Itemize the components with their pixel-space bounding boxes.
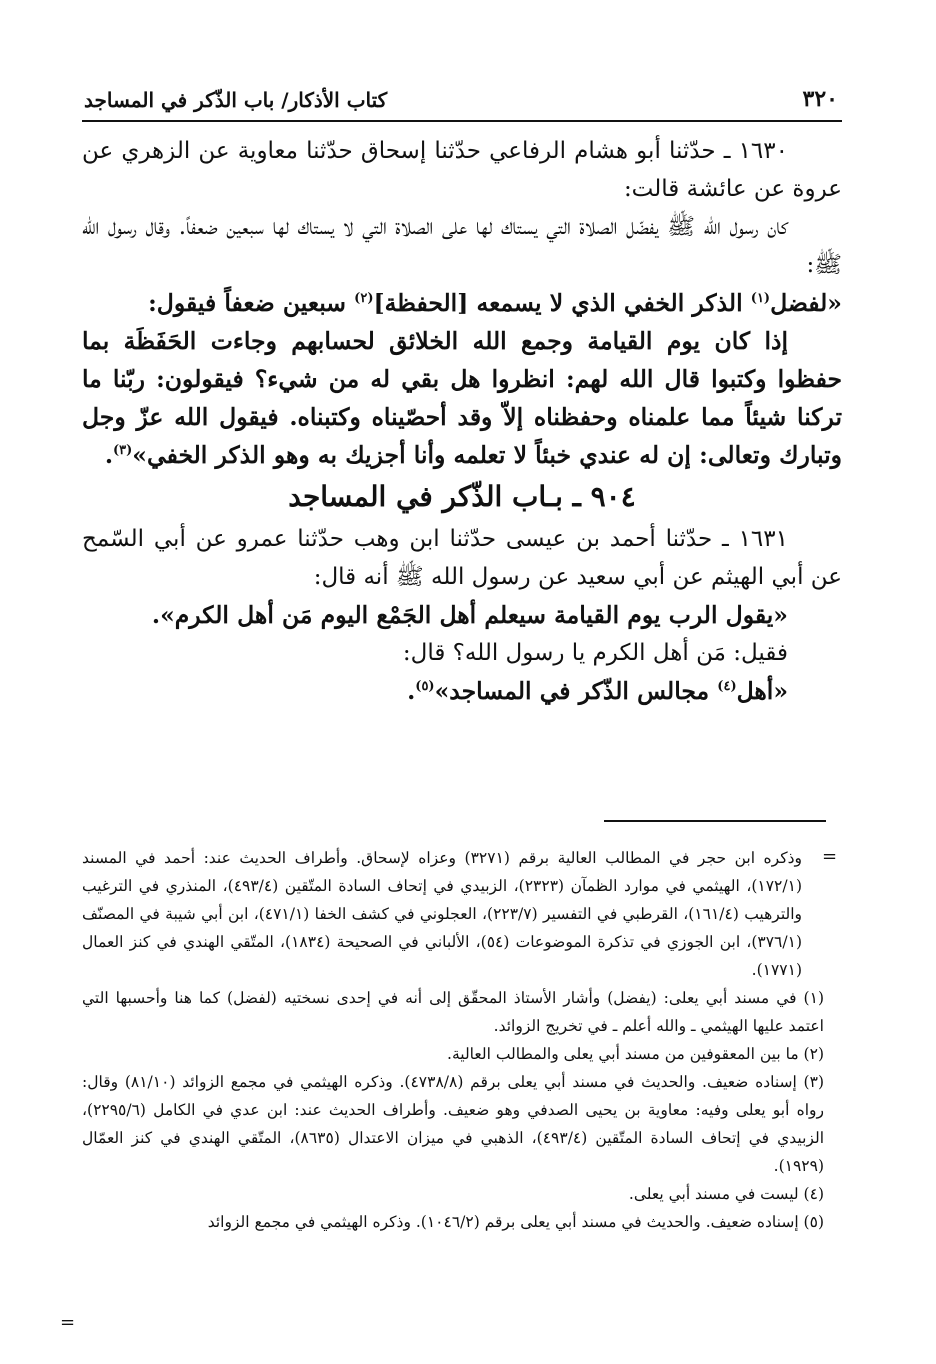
quote-part: . (104, 441, 113, 469)
hadith-1631-isnad: ١٦٣١ ـ حدّثنا أحمد بن عيسى حدّثنا ابن وهب حدّثنا عمرو عن أبي السّمح عن أبي الهيثم عن أبي سعيد عن رسول الله ﷺ أنه قال: (82, 526, 842, 590)
footnote-5: (٥) إسناده ضعيف. والحديث في مسند أبي يعلى برقم (١٠٤٦/٢). وذكره الهيثمي في مجمع الزوائد (207, 1213, 824, 1231)
page-header (82, 84, 842, 122)
quote-part: . (407, 677, 416, 705)
page-number: ٣٢٠ (802, 86, 838, 112)
quote-part: الذكر الخفي الذي لا يسمعه [الحفظة] (373, 289, 751, 317)
main-text (82, 132, 842, 710)
footnote-ref[interactable]: (٥) (415, 679, 435, 695)
footnote-1: (١) في مسند أبي يعلى: (يفضل) وأشار الأستاذ المحقّق إلى أنه في إحدى نسختيه (لفضل) كما هنا وأحسبها التي اعتمد عليها الهيثمي ـ والله أعلم ـ في تخريج الزوائد. (82, 989, 824, 1035)
hadith-1631-quote: «يقول الرب يوم القيامة سيعلم أهل الجَمْع اليوم مَن أهل الكرم». (151, 601, 788, 629)
footnote-ref[interactable]: (٣) (113, 443, 133, 459)
footnote-ref[interactable]: (٤) (717, 679, 737, 695)
quote-part: سبعين ضعفاً فيقول: (148, 289, 355, 317)
running-title: كتاب الأذكار/ باب الذّكر في المساجد (84, 88, 388, 112)
footnotes (82, 844, 824, 1236)
hadith-1631-question: فقيل: مَن أهل الكرم يا رسول الله؟ قال: (402, 640, 788, 666)
continuation-marker-end: = (60, 1312, 76, 1333)
hadith-1630-text: كان رسول الله ﷺ يفضّل الصلاة التي يستاك لها على الصلاة التي لا يستاك لها سبعين ضعفاً. وقال رسول الله ﷺ: (82, 214, 842, 278)
footnote-ref[interactable]: (٢) (354, 291, 374, 307)
footnote-separator (604, 820, 826, 822)
chapter-heading: ٩٠٤ ـ بـاب الذّكر في المساجد (288, 480, 636, 513)
hadith-1630-isnad: ١٦٣٠ ـ حدّثنا أبو هشام الرفاعي حدّثنا إسحاق حدّثنا معاوية عن الزهري عن عروة عن عائشة قالت: (82, 138, 842, 202)
footnote-2: (٢) ما بين المعقوفين من مسند أبي يعلى والمطالب العالية. (447, 1045, 824, 1063)
quote-part: «لفضل (770, 289, 842, 317)
quote-part: مجالس الذّكر في المساجد» (434, 677, 718, 705)
footnote-4: (٤) ليست في مسند أبي يعلى. (628, 1185, 824, 1203)
hadith-1631-answer (82, 672, 842, 710)
hadith-1630-quote-cont (82, 322, 842, 474)
footnote-3: (٣) إسناده ضعيف. والحديث في مسند أبي يعلى برقم (٤٧٣٨/٨). وذكره الهيثمي في مجمع الزوائد (٨١/١٠) وقال: رواه أبو يعلى وفيه: معاوية بن يحيى الصدفي وهو ضعيف. وأطراف الحديث عند: ابن عدي في الكامل (٢٢٩٥/٦)، الزبيدي في إتحاف السادة المتّقين (٤٩٣/٤)، الذهبي في ميزان الاعتدال (٨٦٣٥)، المتّقي الهندي في كنز العمّال (١٩٢٩). (82, 1073, 824, 1175)
footnote-ref[interactable]: (١) (750, 291, 771, 307)
quote-part: «أهل (736, 677, 788, 705)
footnote-continuation: وذكره ابن حجر في المطالب العالية برقم (٣٢٧١) وعزاه لإسحاق. وأطراف الحديث عند: أحمد في المسند (١٧٢/١)، الهيثمي في موارد الظمآن (٢٣٢٣)، الزبيدي في إتحاف السادة المتّقين (٤٩٣/٤)، المنذري في الترغيب والترهيب (١٦١/٤)، القرطبي في التفسير (٢٢٣/٧)، العجلوني في كشف الخفا (٤٧١/١)، ابن أبي شيبة في المصنّف (٣٧٦/١)، ابن الجوزي في تذكرة الموضوعات (٥٤)، الألباني في الصحيحة (١٨٣٤)، المتّقي الهندي في كنز العمال (١٧٧١). (82, 849, 803, 979)
hadith-1630-quote (82, 284, 842, 322)
quote-part: إذا كان يوم القيامة وجمع الله الخلائق لحسابهم وجاءت الحَفَظَة بما حفظوا وكتبوا قال الله لهم: انظروا هل بقي له من شيء؟ فيقولون: ربّنا ما تركنا شيئاً مما علمناه وحفظناه إلاّ وقد أحصّيناه وكتبناه. فيقول الله عزّ وجل وتبارك وتعالى: إن له عندي خبئاً لا تعلمه وأنا أجزيك به وهو الذكر الخفي» (82, 327, 842, 469)
continuation-marker: = (822, 846, 838, 867)
